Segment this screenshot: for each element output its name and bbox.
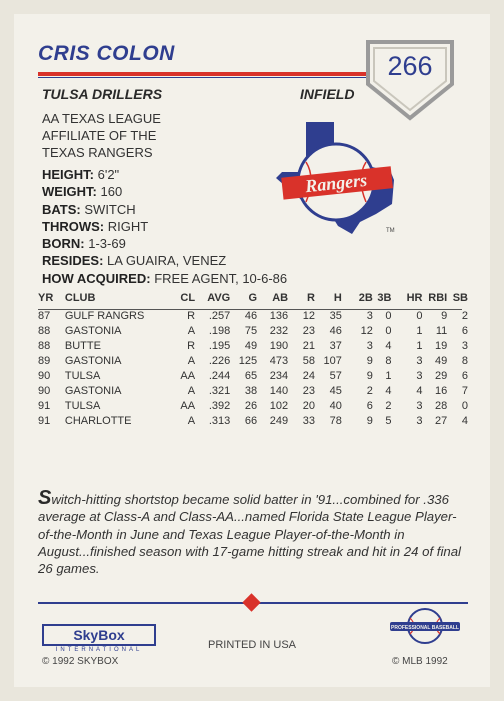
stats-cell: 33	[302, 414, 315, 427]
stats-cell: 24	[302, 369, 315, 382]
stats-cell: 6	[461, 369, 468, 382]
stats-cell: 3	[461, 339, 468, 352]
bio-value: RIGHT	[104, 218, 149, 234]
player-position: INFIELD	[300, 86, 355, 102]
stats-cell: 23	[302, 384, 315, 397]
col-header: R	[307, 291, 315, 304]
col-header: HR	[406, 291, 423, 304]
bio-value: 160	[96, 184, 123, 200]
stats-cell: 3	[416, 369, 423, 382]
stats-cell: 87	[38, 309, 51, 322]
team-name: TULSA DRILLERS	[42, 86, 163, 102]
stats-cell: 473	[269, 354, 289, 367]
bio-label: WEIGHT:	[42, 184, 97, 200]
stats-cell: 49	[244, 339, 258, 352]
bio-label: THROWS:	[42, 218, 105, 234]
stats-cell: 0	[385, 324, 392, 337]
stats-cell: 49	[435, 354, 448, 367]
stats-row	[38, 353, 468, 368]
stats-row	[38, 323, 468, 338]
stats-cell: R	[187, 309, 196, 322]
stats-cell: 78	[329, 414, 342, 427]
blurb-drop-cap: S	[38, 487, 52, 509]
blurb-text: witch-hitting shortstop became solid batter in '91...combined for .336 average at Class-A and Class-AA...named Florida State League Player-of-the-Month in June and Texas League Player-of-the-Month in August...finished season with 17-game hitting streak and hit in 24 of final 26 games.	[38, 492, 461, 577]
stats-cell: 0	[416, 309, 423, 322]
stats-cell: 75	[244, 324, 258, 337]
stats-cell: 3	[416, 414, 423, 427]
stats-cell: 3	[366, 339, 373, 352]
stats-cell: 28	[435, 399, 448, 412]
stats-cell: .313	[208, 414, 231, 427]
bio-row	[42, 218, 287, 235]
stats-cell: 66	[244, 414, 258, 427]
affiliation-line: TEXAS RANGERS	[42, 145, 153, 160]
stats-cell: 46	[244, 309, 258, 322]
col-header: YR	[38, 291, 54, 304]
stats-cell: 12	[302, 309, 315, 322]
stats-cell: 88	[38, 324, 51, 337]
stats-cell: 1	[416, 324, 423, 337]
stats-row	[38, 308, 468, 323]
stats-cell: 45	[329, 384, 342, 397]
stats-cell: 3	[366, 309, 373, 322]
stats-cell: 46	[329, 324, 342, 337]
stats-cell: 91	[38, 414, 51, 427]
stats-row	[38, 368, 468, 383]
stats-cell: 12	[360, 324, 373, 337]
stats-cell: 4	[385, 384, 392, 397]
stats-cell: .321	[208, 384, 231, 397]
bio-row	[42, 252, 287, 269]
stats-cell: 27	[435, 414, 448, 427]
stats-cell: 58	[302, 354, 315, 367]
stats-cell: 5	[385, 414, 392, 427]
stats-cell: 11	[435, 324, 448, 337]
col-header: H	[333, 291, 342, 304]
stats-row	[38, 398, 468, 413]
col-header: AVG	[207, 291, 231, 304]
stats-cell: GASTONIA	[64, 384, 122, 397]
stats-cell: 9	[366, 354, 373, 367]
stats-cell: 29	[435, 369, 448, 382]
bio-label: HOW ACQUIRED:	[42, 270, 151, 286]
col-header: RBI	[428, 291, 448, 304]
skybox-logo-sub: INTERNATIONAL	[55, 647, 143, 653]
stats-cell: 37	[329, 339, 342, 352]
stats-cell: BUTTE	[64, 339, 101, 352]
stats-cell: 21	[302, 339, 315, 352]
stats-cell: 0	[385, 309, 392, 322]
bio-value: SWITCH	[80, 201, 136, 217]
stats-cell: 88	[38, 339, 51, 352]
stats-cell: 4	[385, 339, 392, 352]
stats-cell: .195	[208, 339, 231, 352]
stats-cell: GASTONIA	[64, 324, 122, 337]
rangers-logo	[272, 118, 402, 236]
stats-cell: 1	[385, 369, 392, 382]
stats-cell: 3	[416, 399, 423, 412]
stats-cell: 9	[366, 369, 373, 382]
col-header: CLUB	[64, 291, 96, 304]
stats-cell: 2	[461, 309, 468, 322]
bio-value: LA GUAIRA, VENEZ	[103, 253, 227, 269]
stats-cell: 38	[244, 384, 258, 397]
stats-cell: A	[187, 384, 196, 397]
printed-in: PRINTED IN USA	[208, 639, 297, 651]
mlb-baseball-logo	[388, 604, 462, 648]
mlb-logo-text: PROFESSIONAL BASEBALL	[391, 625, 459, 631]
bio-value: 1-3-69	[84, 236, 126, 252]
stats-cell: A	[187, 414, 196, 427]
stats-cell: 90	[38, 369, 51, 382]
stats-row	[38, 383, 468, 398]
stats-header-row	[38, 290, 468, 308]
stats-cell: A	[187, 324, 196, 337]
card-number: 266	[387, 51, 433, 81]
stats-cell: 107	[323, 354, 342, 367]
stats-cell: TULSA	[64, 369, 101, 382]
stats-cell: 57	[329, 369, 342, 382]
stats-cell: 1	[416, 339, 423, 352]
stats-cell: GASTONIA	[64, 354, 122, 367]
rangers-logo-text: Rangers	[304, 169, 368, 197]
stats-cell: 249	[269, 414, 289, 427]
copyright-mlb: © MLB 1992	[392, 656, 448, 667]
stats-cell: 0	[461, 399, 468, 412]
stats-cell: R	[187, 339, 196, 352]
bio-label: HEIGHT:	[42, 167, 94, 182]
stats-cell: 102	[269, 399, 289, 412]
affiliation-line: AA TEXAS LEAGUE	[42, 111, 161, 126]
bio-label: BATS:	[42, 201, 81, 217]
stats-body	[38, 308, 468, 428]
stats-cell: 2	[385, 399, 392, 412]
stats-cell: 26	[244, 399, 258, 412]
affiliation	[42, 110, 242, 161]
stats-cell: 9	[366, 414, 373, 427]
copyright-skybox: © 1992 SKYBOX	[42, 656, 119, 667]
stats-cell: 89	[38, 354, 51, 367]
col-header: G	[248, 291, 258, 304]
stats-cell: 3	[416, 354, 423, 367]
bio-value: FREE AGENT, 10-6-86	[150, 270, 288, 286]
bio-block	[42, 166, 287, 287]
stats-cell: 190	[269, 339, 289, 352]
stats-cell: 7	[461, 384, 468, 397]
bio-value: 6'2"	[94, 167, 120, 182]
stats-cell: 136	[269, 309, 289, 322]
stats-cell: 6	[461, 324, 468, 337]
stats-cell: 232	[269, 324, 289, 337]
stats-cell: 35	[329, 309, 342, 322]
trademark-mark: TM	[386, 228, 395, 234]
stats-cell: 8	[461, 354, 468, 367]
stats-cell: 2	[366, 384, 373, 397]
stats-cell: 234	[269, 369, 289, 382]
col-header: 2B	[358, 291, 373, 304]
stats-cell: 8	[385, 354, 392, 367]
stats-cell: .257	[208, 309, 231, 322]
stats-cell: 40	[329, 399, 342, 412]
stats-cell: 20	[302, 399, 315, 412]
stats-cell: .198	[208, 324, 231, 337]
col-header: 3B	[377, 291, 392, 304]
stats-table	[38, 290, 468, 428]
skybox-logo: SkyBox	[42, 624, 156, 646]
stats-cell: 65	[244, 369, 258, 382]
stats-row	[38, 338, 468, 353]
player-name: CRIS COLON	[38, 42, 175, 65]
stats-cell: 19	[435, 339, 448, 352]
stats-cell: AA	[180, 399, 196, 412]
stats-cell: 140	[269, 384, 289, 397]
stats-cell: AA	[180, 369, 196, 382]
stats-header-rule	[38, 309, 462, 310]
bio-row	[42, 270, 287, 287]
affiliation-line: AFFILIATE OF THE	[42, 128, 157, 143]
col-header: AB	[272, 291, 289, 304]
stats-cell: 6	[366, 399, 373, 412]
bio-row	[42, 183, 287, 200]
career-blurb	[38, 487, 468, 577]
col-header: CL	[180, 291, 196, 304]
stats-cell: A	[187, 354, 196, 367]
stats-cell: 16	[435, 384, 448, 397]
stats-cell: GULF RANGRS	[64, 309, 145, 322]
stats-cell: TULSA	[64, 399, 101, 412]
stats-cell: CHARLOTTE	[64, 414, 132, 427]
stats-cell: 9	[441, 309, 448, 322]
bio-row	[42, 235, 287, 252]
stats-cell: .392	[208, 399, 231, 412]
bio-label: RESIDES:	[42, 253, 104, 269]
stats-cell: .244	[208, 369, 231, 382]
stats-cell: .226	[208, 354, 231, 367]
stats-cell: 90	[38, 384, 51, 397]
col-header: SB	[452, 291, 468, 304]
stats-cell: 91	[38, 399, 51, 412]
bio-label: BORN:	[42, 236, 85, 252]
stats-cell: 23	[302, 324, 315, 337]
bio-row	[42, 166, 287, 183]
stats-row	[38, 413, 468, 428]
stats-cell: 4	[461, 414, 468, 427]
stats-cell: 4	[416, 384, 423, 397]
stats-cell: 125	[238, 354, 258, 367]
bio-row	[42, 201, 287, 218]
